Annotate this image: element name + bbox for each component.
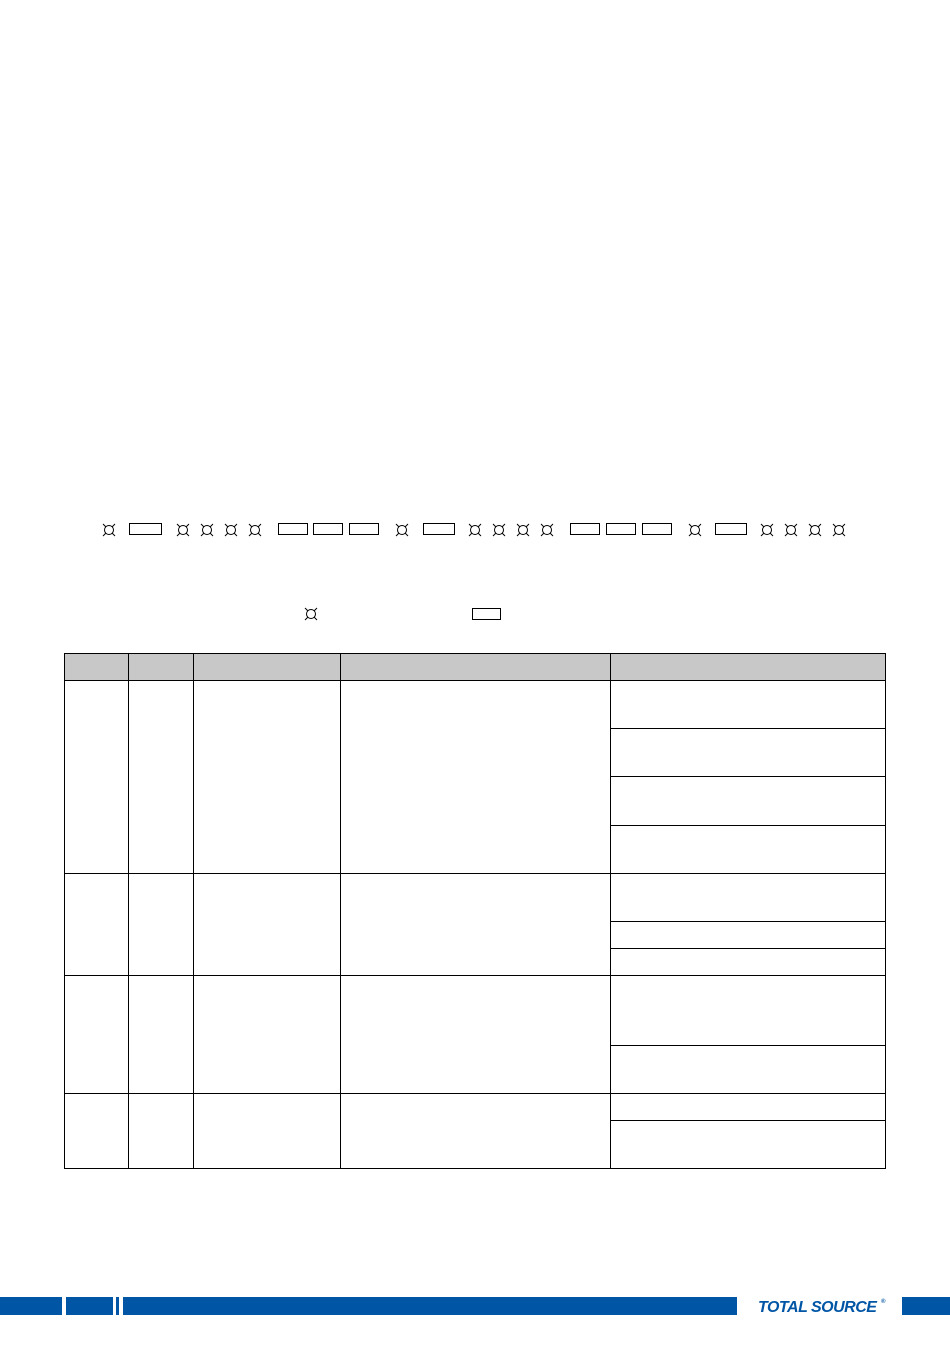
header-cell [64, 653, 128, 680]
symbol-strip [0, 521, 950, 539]
column-divider [610, 653, 611, 1169]
footer-bar-segment [902, 1297, 950, 1315]
lamp-symbol-icon [198, 521, 216, 539]
lamp-symbol-icon [538, 521, 556, 539]
indicator-box [606, 523, 636, 535]
header-cell [193, 653, 340, 680]
header-cell [340, 653, 610, 680]
footer-bar-segment [66, 1297, 113, 1315]
sub-row-divider [610, 728, 886, 729]
header-cell [610, 653, 886, 680]
table-border [64, 653, 886, 654]
total-source-logo-icon [744, 1293, 900, 1319]
sub-row-divider [610, 921, 886, 922]
table-border [64, 1168, 886, 1169]
header-divider [64, 680, 886, 681]
sub-row-divider [610, 825, 886, 826]
sub-row-divider [610, 1045, 886, 1046]
lamp-symbol-icon [686, 521, 704, 539]
lamp-symbol-icon [782, 521, 800, 539]
fault-table [64, 653, 886, 1169]
indicator-box [129, 523, 162, 535]
lamp-symbol-icon [806, 521, 824, 539]
brand-logo [744, 1293, 900, 1319]
sub-row-divider [610, 776, 886, 777]
lamp-symbol-icon [246, 521, 264, 539]
lamp-symbol-icon [830, 521, 848, 539]
lamp-symbol-icon [758, 521, 776, 539]
table-border [885, 653, 886, 1169]
indicator-box [570, 523, 600, 535]
header-cell [128, 653, 193, 680]
footer-bar-segment [116, 1297, 119, 1315]
footer-bar-segment [123, 1297, 737, 1315]
indicator-box [715, 523, 747, 535]
indicator-box [278, 523, 308, 535]
lamp-symbol-icon [490, 521, 508, 539]
lamp-symbol-icon [466, 521, 484, 539]
column-divider [128, 653, 129, 1169]
lamp-symbol-icon [222, 521, 240, 539]
lamp-symbol-icon [100, 521, 118, 539]
lamp-symbol-icon [302, 605, 320, 623]
lamp-symbol-icon [174, 521, 192, 539]
symbol-legend [0, 605, 950, 625]
group-divider [64, 975, 886, 976]
svg-text:®: ® [881, 1299, 885, 1305]
column-divider [340, 653, 341, 1169]
group-divider [64, 1093, 886, 1094]
lamp-symbol-icon [393, 521, 411, 539]
footer-bar-segment [0, 1297, 62, 1315]
indicator-box [423, 523, 455, 535]
indicator-box [642, 523, 672, 535]
indicator-box [472, 608, 501, 620]
sub-row-divider [610, 1120, 886, 1121]
indicator-box [313, 523, 343, 535]
table-border [64, 653, 65, 1169]
sub-row-divider [610, 948, 886, 949]
indicator-box [349, 523, 379, 535]
svg-text:TOTAL SOURCE: TOTAL SOURCE [758, 1299, 877, 1316]
group-divider [64, 873, 886, 874]
column-divider [193, 653, 194, 1169]
lamp-symbol-icon [514, 521, 532, 539]
